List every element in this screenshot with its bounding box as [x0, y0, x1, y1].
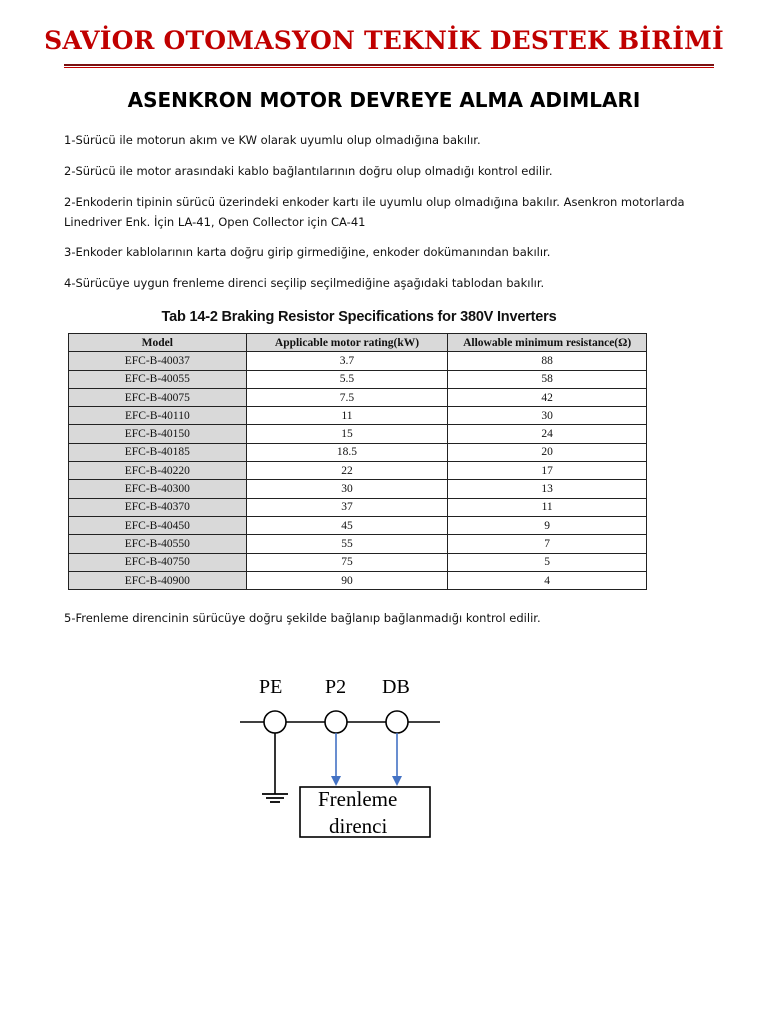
cell-model: EFC-B-40220	[69, 462, 247, 480]
cell-motor-rating: 22	[246, 462, 448, 480]
cell-motor-rating: 30	[246, 480, 448, 498]
cell-model: EFC-B-40550	[69, 535, 247, 553]
cell-model: EFC-B-40185	[69, 443, 247, 461]
step-5: 4-Sürücüye uygun frenleme direnci seçilip seçilmediğine aşağıdaki tablodan bakılır.	[64, 276, 545, 290]
braking-resistor-wiring-diagram	[240, 668, 460, 848]
cell-min-resistance: 24	[448, 425, 647, 443]
table-row	[69, 425, 647, 443]
table-row	[69, 352, 647, 370]
cell-motor-rating: 3.7	[246, 352, 448, 370]
header-title: SAVİOR OTOMASYON TEKNİK DESTEK BİRİMİ	[44, 26, 724, 55]
column-header-motor-rating: Applicable motor rating(kW)	[246, 334, 448, 352]
terminal-pe	[264, 711, 286, 733]
cell-model: EFC-B-40150	[69, 425, 247, 443]
step-6: 5-Frenleme direncinin sürücüye doğru şekilde bağlanıp bağlanmadığı kontrol edilir.	[64, 611, 541, 625]
table-row	[69, 553, 647, 571]
cell-min-resistance: 13	[448, 480, 647, 498]
column-header-min-resistance: Allowable minimum resistance(Ω)	[448, 334, 647, 352]
cell-model: EFC-B-40075	[69, 388, 247, 406]
column-header-model: Model	[69, 334, 247, 352]
cell-min-resistance: 5	[448, 553, 647, 571]
step-3: 2-Enkoderin tipinin sürücü üzerindeki enkoder kartı ile uyumlu olup olmadığına bakılır. Asenkron motorlarda Linedriver Enk. İçin LA-41, Open Collector için CA-41	[64, 195, 685, 229]
cell-model: EFC-B-40370	[69, 498, 247, 516]
table-row	[69, 480, 647, 498]
step-4: 3-Enkoder kablolarının karta doğru girip girmediğine, enkoder dokümanından bakılır.	[64, 245, 551, 259]
cell-min-resistance: 42	[448, 388, 647, 406]
cell-model: EFC-B-40037	[69, 352, 247, 370]
cell-model: EFC-B-40110	[69, 407, 247, 425]
terminal-db	[386, 711, 408, 733]
step-1: 1-Sürücü ile motorun akım ve KW olarak uyumlu olup olmadığına bakılır.	[64, 133, 481, 147]
cell-model: EFC-B-40450	[69, 516, 247, 534]
cell-motor-rating: 5.5	[246, 370, 448, 388]
cell-motor-rating: 11	[246, 407, 448, 425]
header-rule-accent	[64, 67, 714, 68]
p2-arrow-head-icon	[331, 776, 341, 786]
header-rule	[64, 64, 714, 66]
table-row	[69, 535, 647, 553]
braking-resistor-label-line1: Frenleme	[318, 787, 398, 811]
terminal-p2	[325, 711, 347, 733]
table-row	[69, 498, 647, 516]
cell-motor-rating: 75	[246, 553, 448, 571]
cell-min-resistance: 20	[448, 443, 647, 461]
table-header-row	[69, 334, 647, 352]
cell-min-resistance: 7	[448, 535, 647, 553]
cell-min-resistance: 58	[448, 370, 647, 388]
cell-model: EFC-B-40055	[69, 370, 247, 388]
cell-motor-rating: 15	[246, 425, 448, 443]
table-row	[69, 443, 647, 461]
ground-symbol-icon	[262, 794, 288, 802]
table-row	[69, 462, 647, 480]
cell-min-resistance: 17	[448, 462, 647, 480]
cell-model: EFC-B-40900	[69, 571, 247, 589]
braking-resistor-table	[68, 333, 647, 590]
cell-motor-rating: 37	[246, 498, 448, 516]
table-row	[69, 407, 647, 425]
cell-model: EFC-B-40750	[69, 553, 247, 571]
cell-min-resistance: 30	[448, 407, 647, 425]
document-title: ASENKRON MOTOR DEVREYE ALMA ADIMLARI	[127, 88, 641, 112]
table-row	[69, 571, 647, 589]
table-caption: Tab 14-2 Braking Resistor Specifications for 380V Inverters	[161, 309, 557, 325]
terminal-label-db: DB	[382, 676, 410, 698]
cell-min-resistance: 11	[448, 498, 647, 516]
cell-motor-rating: 55	[246, 535, 448, 553]
terminal-label-p2: P2	[325, 676, 347, 698]
table-row	[69, 370, 647, 388]
cell-min-resistance: 4	[448, 571, 647, 589]
cell-min-resistance: 88	[448, 352, 647, 370]
cell-motor-rating: 45	[246, 516, 448, 534]
terminal-label-pe: PE	[259, 676, 283, 698]
cell-motor-rating: 90	[246, 571, 448, 589]
braking-resistor-label-line2: direnci	[329, 814, 388, 838]
db-arrow-head-icon	[392, 776, 402, 786]
step-2: 2-Sürücü ile motor arasındaki kablo bağlantılarının doğru olup olmadığı kontrol edilir.	[64, 164, 553, 178]
cell-min-resistance: 9	[448, 516, 647, 534]
cell-motor-rating: 7.5	[246, 388, 448, 406]
table-row	[69, 516, 647, 534]
table-row	[69, 388, 647, 406]
cell-motor-rating: 18.5	[246, 443, 448, 461]
cell-model: EFC-B-40300	[69, 480, 247, 498]
